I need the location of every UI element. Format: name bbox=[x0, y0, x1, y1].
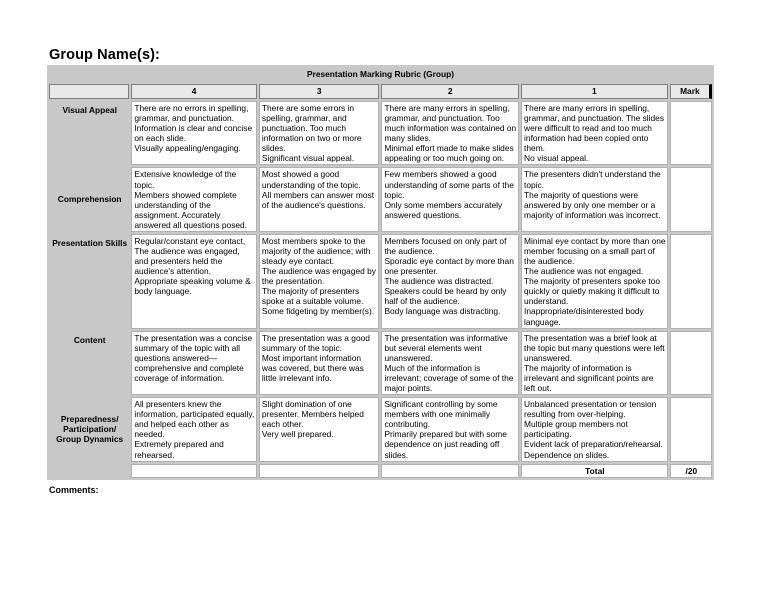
row-label: Content bbox=[49, 331, 129, 395]
rubric-caption-row bbox=[49, 67, 712, 82]
criterion-cell: Most members spoke to the majority of the audience; with steady eye contact. The audience was engaged by the presentation. The majority of presenters spoke at a suitable volume. Some fidgeting by member(s). bbox=[259, 234, 380, 329]
criterion-cell: All presenters knew the information, participated equally, and helped each other as needed. Extremely prepared and rehearsed. bbox=[131, 397, 257, 461]
header-score-3: 3 bbox=[259, 84, 380, 99]
total-label: Total bbox=[521, 464, 668, 478]
group-name-title: Group Name(s): bbox=[49, 47, 160, 63]
criterion-cell: There are many errors in spelling, grammar, and punctuation. Too much information was contained on many slides. Minimal effort made to make slides appealing or too much going on. bbox=[381, 101, 519, 165]
header-score-4: 4 bbox=[131, 84, 257, 99]
total-empty-cell bbox=[381, 464, 519, 478]
header-score-1: 1 bbox=[521, 84, 668, 99]
criterion-cell: Significant controlling by some members with one minimally contributing. Primarily prepared but with some dependence on just reading off slides. bbox=[381, 397, 519, 461]
mark-input-cell[interactable] bbox=[670, 101, 712, 165]
criterion-cell: There are no errors in spelling, grammar, and punctuation. Information is clear and concise on each slide. Visually appealing/engaging. bbox=[131, 101, 257, 165]
row-label: Visual Appeal bbox=[49, 101, 129, 165]
mark-input-cell[interactable] bbox=[670, 167, 712, 231]
total-empty-cell bbox=[131, 464, 257, 478]
rubric-row-preparedness bbox=[49, 397, 712, 461]
criterion-cell: The presentation was informative but several elements went unanswered. Much of the information is irrelevant; coverage of some of the major points. bbox=[381, 331, 519, 395]
rubric-row-presentation-skills bbox=[49, 234, 712, 329]
criterion-cell: Most showed a good understanding of the topic. All members can answer most of the audience's questions. bbox=[259, 167, 380, 231]
criterion-cell: Extensive knowledge of the topic. Members showed complete understanding of the assignment. Accurately answered all questions posed. bbox=[131, 167, 257, 231]
rubric-header-row bbox=[49, 84, 712, 99]
criterion-cell: Minimal eye contact by more than one member focusing on a small part of the audience. The audience was not engaged. The majority of presenters spoke too quickly or quietly making it difficult to understand. Inappropriate/disinterested body language. bbox=[521, 234, 668, 329]
criterion-cell: Few members showed a good understanding of some parts of the topic. Only some members accurately answered questions. bbox=[381, 167, 519, 231]
header-score-2: 2 bbox=[381, 84, 519, 99]
criterion-cell: The presentation was a concise summary of the topic with all questions answered—comprehensive and complete coverage of information. bbox=[131, 331, 257, 395]
rubric-row-visual-appeal bbox=[49, 101, 712, 165]
total-row-spacer bbox=[49, 464, 129, 478]
mark-input-cell[interactable] bbox=[670, 234, 712, 329]
rubric-total-row bbox=[49, 464, 712, 478]
criterion-cell: The presenters didn't understand the topic. The majority of questions were answered by only one member or a majority of information was incorrect. bbox=[521, 167, 668, 231]
criterion-cell: There are some errors in spelling, grammar, and punctuation. Too much information on two or more slides. Significant visual appeal. bbox=[259, 101, 380, 165]
rubric-caption: Presentation Marking Rubric (Group) bbox=[49, 67, 712, 82]
rubric-row-content bbox=[49, 331, 712, 395]
row-label: Preparedness/ Participation/ Group Dynamics bbox=[49, 397, 129, 461]
mark-input-cell[interactable] bbox=[670, 331, 712, 395]
criterion-cell: There are many errors in spelling, grammar, and punctuation. The slides were difficult to read and too much information had been copied onto them. No visual appeal. bbox=[521, 101, 668, 165]
total-empty-cell bbox=[259, 464, 380, 478]
rubric-table bbox=[47, 65, 714, 480]
criterion-cell: Slight domination of one presenter. Members helped each other. Very well prepared. bbox=[259, 397, 380, 461]
row-label: Presentation Skills bbox=[49, 234, 129, 329]
comments-label: Comments: bbox=[49, 485, 99, 495]
criterion-cell: Members focused on only part of the audience. Sporadic eye contact by more than one presenter. The audience was distracted. Speakers could be heard by only half of the audience. Body language was distracting. bbox=[381, 234, 519, 329]
header-corner bbox=[49, 84, 129, 99]
criterion-cell: Unbalanced presentation or tension resulting from over-helping. Multiple group members not participating. Evident lack of preparation/rehearsal. Dependence on slides. bbox=[521, 397, 668, 461]
rubric-row-comprehension bbox=[49, 167, 712, 231]
criterion-cell: The presentation was a brief look at the topic but many questions were left unanswered. The majority of information is irrelevant and significant points are left out. bbox=[521, 331, 668, 395]
criterion-cell: The presentation was a good summary of the topic. Most important information was covered, but there was little irrelevant info. bbox=[259, 331, 380, 395]
mark-input-cell[interactable] bbox=[670, 397, 712, 461]
row-label: Comprehension bbox=[49, 167, 129, 231]
total-value: /20 bbox=[670, 464, 712, 478]
header-mark: Mark bbox=[670, 84, 712, 99]
criterion-cell: Regular/constant eye contact, The audience was engaged, and presenters held the audience's attention. Appropriate speaking volume & body language. bbox=[131, 234, 257, 329]
